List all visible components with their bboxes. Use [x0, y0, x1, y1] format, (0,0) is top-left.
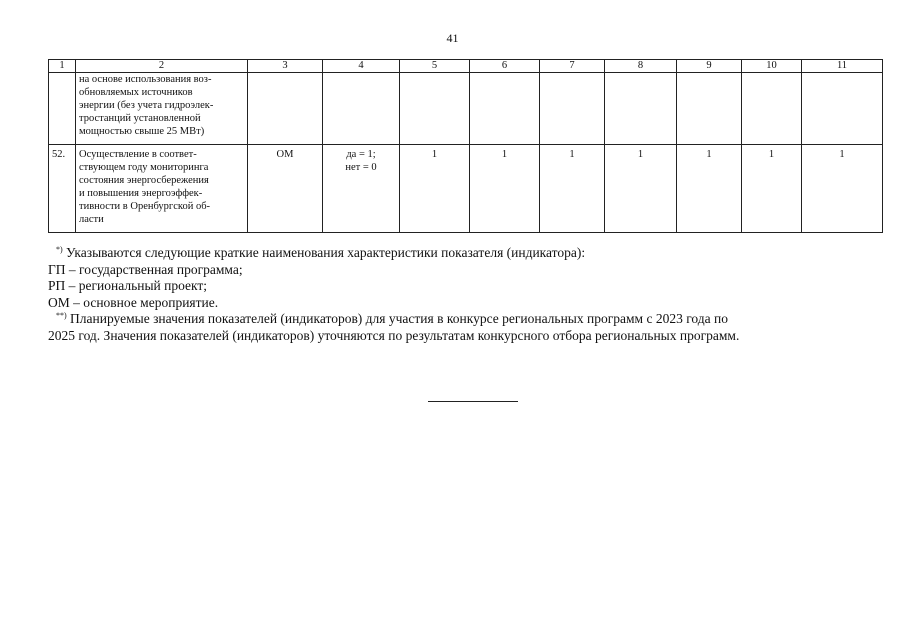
unit-of-measure	[323, 145, 400, 233]
value-cell	[400, 73, 470, 145]
footnote-mark: *)	[56, 245, 63, 254]
column-header: 8	[605, 60, 677, 73]
footnotes	[48, 245, 882, 344]
column-header: 9	[677, 60, 742, 73]
value-cell	[605, 73, 677, 145]
footnote-mark: **)	[56, 311, 67, 320]
indicator-name	[76, 145, 248, 233]
indicator-name-line: тростанций установленной	[79, 113, 201, 124]
value-cell	[540, 73, 605, 145]
indicators-table	[48, 59, 883, 233]
unit-line: нет = 0	[345, 162, 377, 173]
indicator-name-line: обновляемых источников	[79, 87, 193, 98]
value-cell: 1	[605, 145, 677, 233]
indicator-name-line: энергии (без учета гидроэлек-	[79, 100, 214, 111]
indicator-name-line: состояния энергосбережения	[79, 175, 209, 186]
indicator-type	[248, 73, 323, 145]
indicator-type: ОМ	[248, 145, 323, 233]
column-header: 7	[540, 60, 605, 73]
indicator-name-line: на основе использования воз-	[79, 74, 212, 85]
indicator-name-line: Осуществление в соответ-	[79, 149, 197, 160]
footnote-text: Планируемые значения показателей (индикаторов) для участия в конкурсе региональных программ с 2023 года по	[66, 311, 728, 326]
footnote-2-continuation: 2025 год. Значения показателей (индикаторов) уточняются по результатам конкурсного отбора региональных программ.	[48, 327, 740, 343]
footnote-2	[48, 311, 882, 328]
unit-line: да = 1;	[346, 149, 376, 160]
indicator-name-line: ствующем году мониторинга	[79, 162, 209, 173]
table-header-row	[49, 60, 883, 73]
footnote-1	[48, 245, 882, 262]
value-cell: 1	[802, 145, 883, 233]
column-header: 5	[400, 60, 470, 73]
end-of-document-rule	[428, 401, 518, 402]
indicator-name-line: тивности в Оренбургской об-	[79, 201, 211, 212]
value-cell: 1	[540, 145, 605, 233]
value-cell: 1	[470, 145, 540, 233]
column-header: 2	[76, 60, 248, 73]
row-number: 52.	[49, 145, 76, 233]
indicator-name-line: ласти	[79, 214, 104, 225]
value-cell	[742, 73, 802, 145]
column-header: 11	[802, 60, 883, 73]
table-row	[49, 73, 883, 145]
indicator-name-line: мощностью свыше 25 МВт)	[79, 126, 205, 137]
column-header: 10	[742, 60, 802, 73]
row-number	[49, 73, 76, 145]
footnote-text: Указываются следующие краткие наименования характеристики показателя (индикатора):	[62, 245, 586, 260]
value-cell: 1	[677, 145, 742, 233]
value-cell	[677, 73, 742, 145]
indicator-name	[76, 73, 248, 145]
column-header: 3	[248, 60, 323, 73]
value-cell	[470, 73, 540, 145]
abbreviation-gp: ГП – государственная программа;	[48, 261, 243, 277]
column-header: 4	[323, 60, 400, 73]
value-cell	[802, 73, 883, 145]
unit-of-measure	[323, 73, 400, 145]
indicator-name-line: и повышения энергоэффек-	[79, 188, 203, 199]
abbreviation-om: ОМ – основное мероприятие.	[48, 294, 219, 310]
column-header: 1	[49, 60, 76, 73]
value-cell: 1	[742, 145, 802, 233]
value-cell: 1	[400, 145, 470, 233]
abbreviation-rp: РП – региональный проект;	[48, 278, 208, 293]
column-header: 6	[470, 60, 540, 73]
table-row	[49, 145, 883, 233]
page-number: 41	[446, 31, 459, 45]
